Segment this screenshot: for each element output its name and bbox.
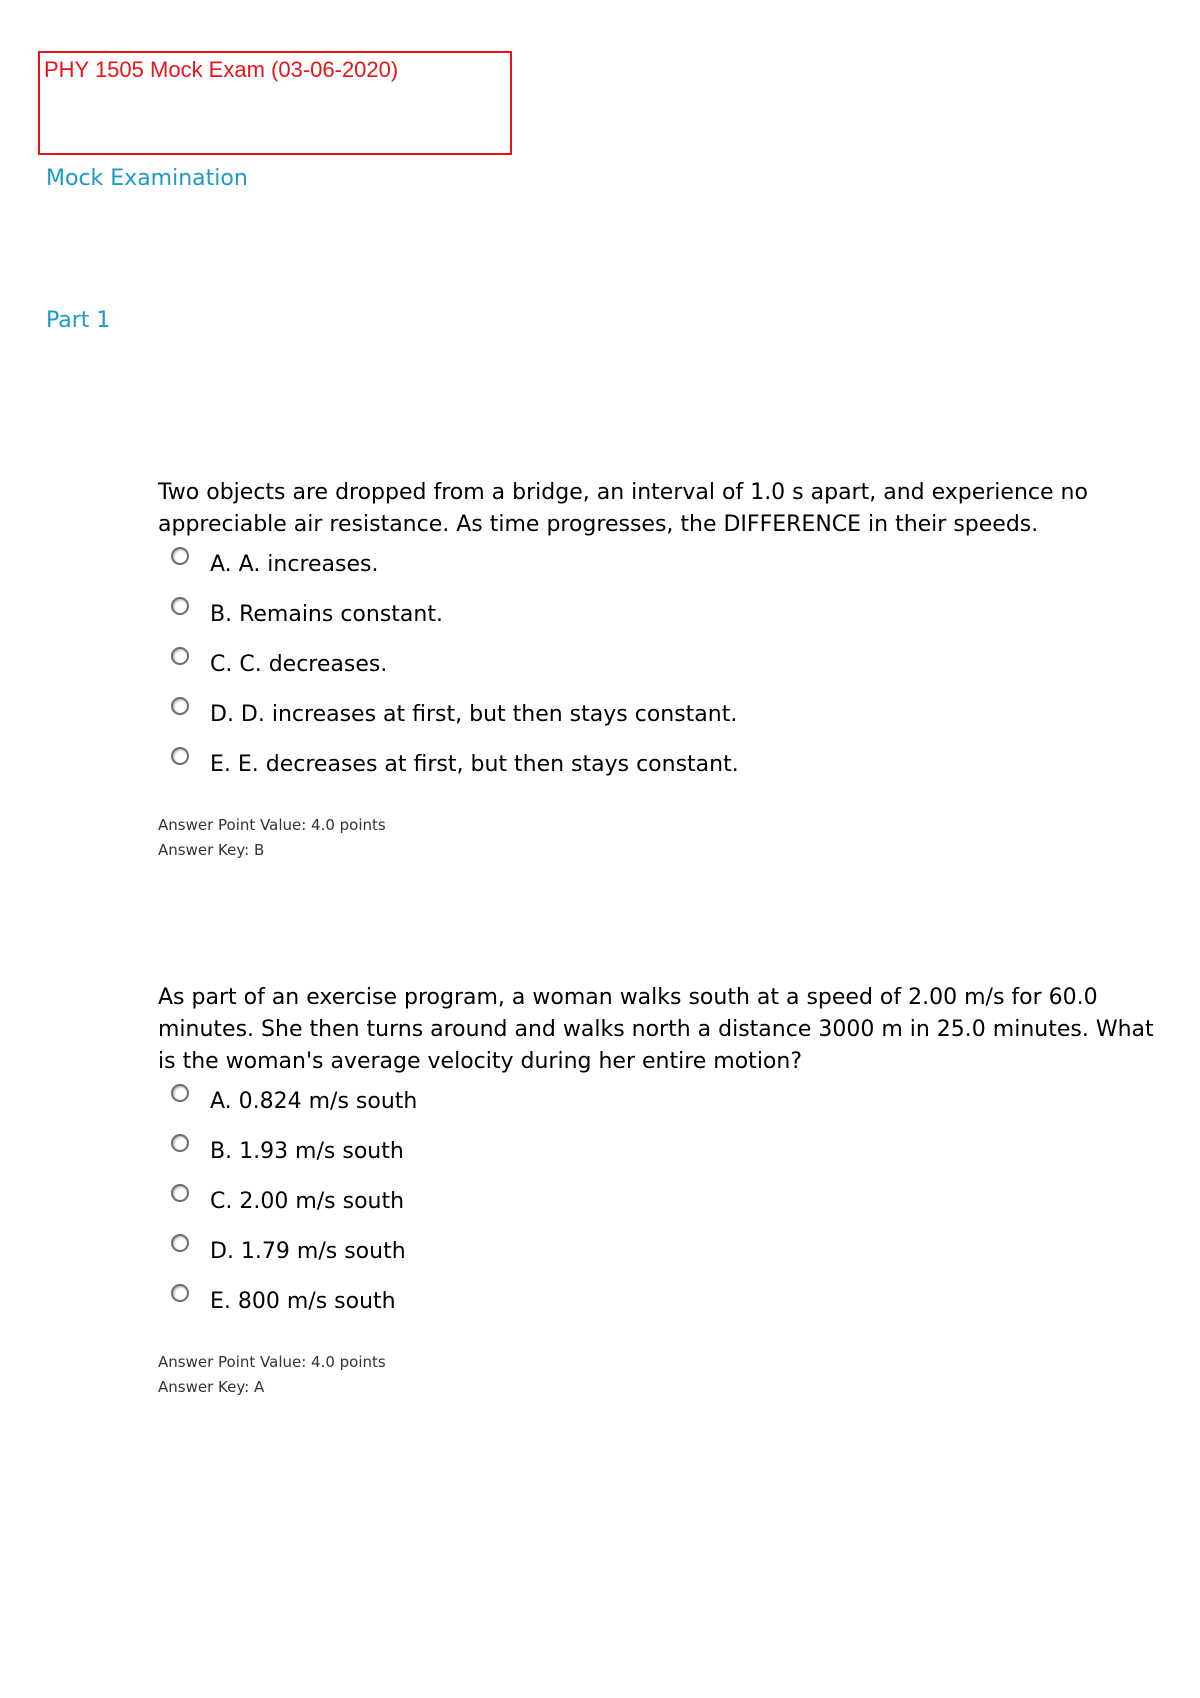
answer-options (158, 1082, 1158, 1332)
answer-options (158, 545, 1158, 795)
radio-icon[interactable] (171, 647, 189, 665)
answer-option-c[interactable] (158, 1182, 1158, 1232)
option-label: C. C. decreases. (210, 652, 388, 677)
answer-key: Answer Key: B (158, 841, 265, 859)
radio-icon[interactable] (171, 1284, 189, 1302)
exam-title: PHY 1505 Mock Exam (03-06-2020) (44, 57, 399, 82)
question-text: Two objects are dropped from a bridge, an interval of 1.0 s apart, and experience no appreciable air resistance. As time progresses, the DIFFERENCE in their speeds. (158, 480, 1088, 537)
answer-option-a[interactable] (158, 545, 1158, 595)
radio-icon[interactable] (171, 547, 189, 565)
radio-icon[interactable] (171, 747, 189, 765)
question-2 (158, 982, 1158, 1400)
answer-option-b[interactable] (158, 595, 1158, 645)
section-title: Mock Examination (46, 166, 248, 191)
radio-icon[interactable] (171, 597, 189, 615)
question-text: As part of an exercise program, a woman walks south at a speed of 2.00 m/s for 60.0 minutes. She then turns around and walks north a distance 3000 m in 25.0 minutes. What is the woman's average velocity during her entire motion? (158, 985, 1154, 1074)
answer-meta (158, 1350, 1158, 1400)
part-title: Part 1 (46, 308, 111, 333)
radio-icon[interactable] (171, 1184, 189, 1202)
option-label: E. 800 m/s south (210, 1289, 396, 1314)
point-value: Answer Point Value: 4.0 points (158, 816, 386, 834)
answer-key: Answer Key: A (158, 1378, 265, 1396)
option-label: A. A. increases. (210, 552, 379, 577)
question-1 (158, 477, 1158, 863)
option-label: D. D. increases at first, but then stays constant. (210, 702, 738, 727)
answer-option-c[interactable] (158, 645, 1158, 695)
radio-icon[interactable] (171, 697, 189, 715)
point-value: Answer Point Value: 4.0 points (158, 1353, 386, 1371)
answer-option-b[interactable] (158, 1132, 1158, 1182)
answer-option-e[interactable] (158, 745, 1158, 795)
option-label: A. 0.824 m/s south (210, 1089, 418, 1114)
answer-option-d[interactable] (158, 695, 1158, 745)
radio-icon[interactable] (171, 1234, 189, 1252)
option-label: D. 1.79 m/s south (210, 1239, 406, 1264)
answer-meta (158, 813, 1158, 863)
radio-icon[interactable] (171, 1084, 189, 1102)
answer-option-a[interactable] (158, 1082, 1158, 1132)
option-label: B. Remains constant. (210, 602, 443, 627)
option-label: E. E. decreases at first, but then stays constant. (210, 752, 739, 777)
radio-icon[interactable] (171, 1134, 189, 1152)
answer-option-e[interactable] (158, 1282, 1158, 1332)
answer-option-d[interactable] (158, 1232, 1158, 1282)
exam-title-box (38, 51, 512, 155)
option-label: C. 2.00 m/s south (210, 1189, 405, 1214)
option-label: B. 1.93 m/s south (210, 1139, 404, 1164)
